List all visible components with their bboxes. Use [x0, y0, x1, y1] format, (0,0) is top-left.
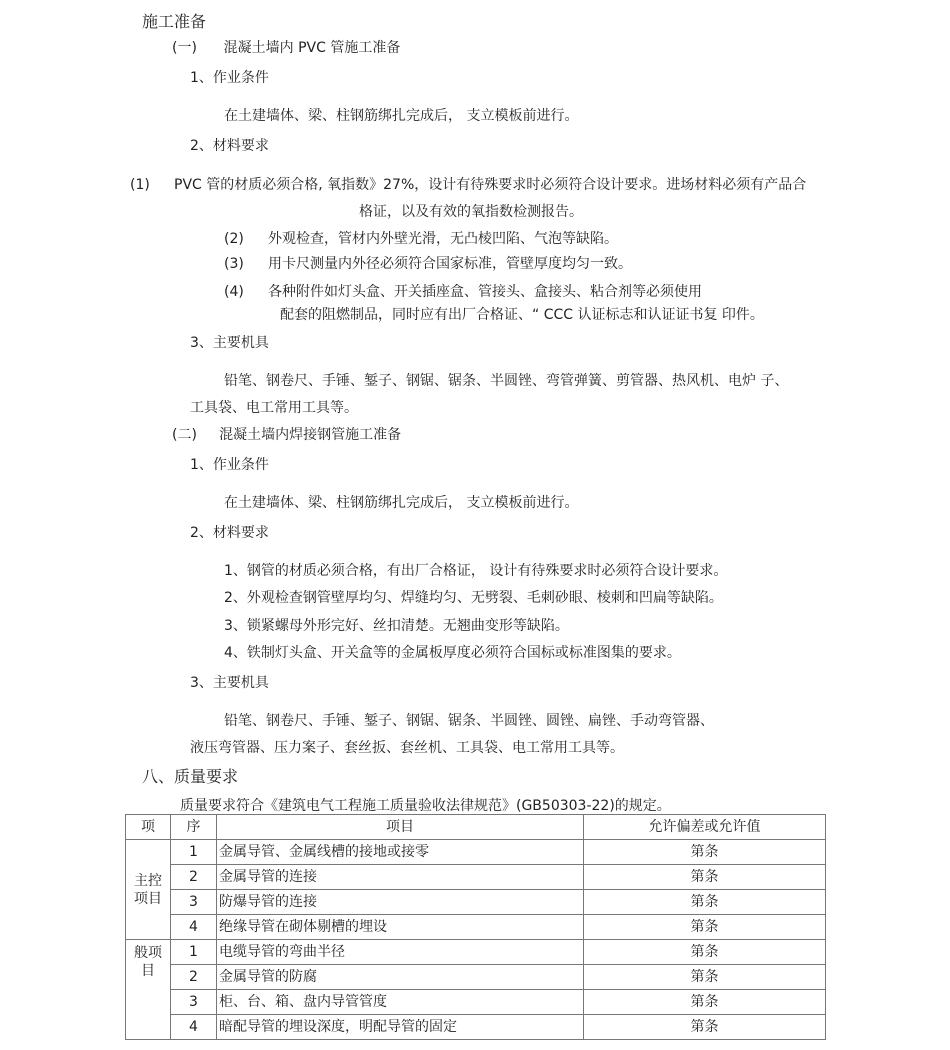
row-value: 第条: [584, 865, 826, 890]
row-item: 柜、台、箱、盘内导管管度: [217, 990, 584, 1015]
list-item-number: (4): [224, 284, 244, 300]
list-item-text: 各种附件如灯头盒、开关插座盒、管接头、盒接头、粘合剂等必须使用: [268, 284, 702, 300]
section-heading-quality: 八、质量要求: [142, 767, 239, 786]
table-row: [126, 940, 826, 965]
tools-text: 铅笔、钢卷尺、手锤、錾子、钢锯、锯条、半圆锉、弯管弹簧、剪管器、热风机、电炉 子、: [224, 373, 789, 389]
table-header-cell: 序: [171, 815, 217, 840]
list-item-text: 外观检查，管材内外壁光滑，无凸棱凹陷、气泡等缺陷。: [268, 231, 618, 247]
table-row: [126, 865, 826, 890]
row-value: 第条: [584, 990, 826, 1015]
table-row: [126, 990, 826, 1015]
row-number: 3: [171, 990, 217, 1015]
group-label-line: 主控: [134, 872, 162, 889]
material-requirements-heading: 2、材料要求: [190, 138, 269, 154]
row-item: 金属导管的防腐: [217, 965, 584, 990]
tools-text-continued: 工具袋、电工常用工具等。: [190, 400, 358, 416]
list-item-number: (1): [130, 177, 150, 193]
section-title: 施工准备: [142, 12, 207, 31]
table-row: [126, 840, 826, 865]
subsection-heading-pvc: (一) 混凝土墙内 PVC 管施工准备: [172, 40, 401, 56]
table-row: [126, 1015, 826, 1040]
list-item-text: 1、钢管的材质必须合格，有出厂合格证， 设计有待殊要求时必须符合设计要求。: [224, 563, 728, 579]
table-header-cell: 项目: [217, 815, 584, 840]
quality-table: [125, 814, 826, 1040]
list-item-text-continued: 格证，以及有效的氧指数检测报告。: [359, 204, 583, 220]
row-number: 4: [171, 1015, 217, 1040]
group-label-line: 般项: [134, 945, 162, 961]
row-value: 第条: [584, 840, 826, 865]
tools-text-continued: 液压弯管器、压力案子、套丝扳、套丝机、工具袋、电工常用工具等。: [190, 740, 624, 756]
list-item-number: (3): [224, 256, 244, 272]
table-row: [126, 965, 826, 990]
quality-intro-text: 质量要求符合《建筑电气工程施工质量验收法律规范》(GB50303-22)的规定。: [180, 798, 671, 814]
row-value: 第条: [584, 915, 826, 940]
table-row: [126, 890, 826, 915]
list-item-text-continued: 配套的阻燃制品，同时应有出厂合格证、“ CCC 认证标志和认证证书复 印件。: [280, 307, 764, 323]
work-conditions-heading: 1、作业条件: [190, 70, 269, 86]
group-label-main-control: [126, 840, 171, 940]
row-item: 金属导管的连接: [217, 865, 584, 890]
work-conditions-text: 在土建墙体、梁、柱钢筋绑扎完成后， 支立模板前进行。: [224, 495, 579, 511]
row-number: 1: [171, 940, 217, 965]
row-number: 3: [171, 890, 217, 915]
work-conditions-text: 在土建墙体、梁、柱钢筋绑扎完成后， 支立模板前进行。: [224, 108, 579, 124]
row-number: 2: [171, 865, 217, 890]
list-item-text: 3、锁紧螺母外形完好、丝扣清楚。无翘曲变形等缺陷。: [224, 618, 569, 634]
row-value: 第条: [584, 940, 826, 965]
row-value: 第条: [584, 1015, 826, 1040]
row-item: 绝缘导管在砌体剔槽的埋设: [217, 915, 584, 940]
group-label-line: 目: [141, 963, 155, 979]
main-tools-heading: 3、主要机具: [190, 675, 269, 691]
row-value: 第条: [584, 890, 826, 915]
row-item: 暗配导管的埋设深度，明配导管的固定: [217, 1015, 584, 1040]
row-number: 2: [171, 965, 217, 990]
group-label-general: [126, 940, 171, 1040]
row-item: 金属导管、金属线槽的接地或接零: [217, 840, 584, 865]
list-item-text: 2、外观检查钢管壁厚均匀、焊缝均匀、无劈裂、毛刺砂眼、棱刺和凹扁等缺陷。: [224, 590, 723, 606]
table-header-cell: 项: [126, 815, 171, 840]
material-requirements-heading: 2、材料要求: [190, 525, 269, 541]
table-header-row: [126, 815, 826, 840]
table-row: [126, 915, 826, 940]
group-label-line: 项目: [134, 890, 162, 907]
main-tools-heading: 3、主要机具: [190, 335, 269, 351]
list-item-text: 用卡尺测量内外径必须符合国家标准，管壁厚度均匀一致。: [268, 256, 632, 272]
row-number: 1: [171, 840, 217, 865]
row-number: 4: [171, 915, 217, 940]
table-header-cell: 允许偏差或允许值: [584, 815, 826, 840]
row-item: 电缆导管的弯曲半径: [217, 940, 584, 965]
row-item: 防爆导管的连接: [217, 890, 584, 915]
subsection-heading-steel: (二) 混凝土墙内焊接钢管施工准备: [172, 427, 402, 443]
list-item-number: (2): [224, 231, 244, 247]
tools-text: 铅笔、钢卷尺、手锤、錾子、钢锯、锯条、半圆锉、圆锉、扁锉、手动弯管器、: [224, 713, 714, 729]
work-conditions-heading: 1、作业条件: [190, 457, 269, 473]
list-item-text: PVC 管的材质必须合格, 氧指数》27%，设计有待殊要求时必须符合设计要求。进场材料必须有产品合: [174, 177, 807, 193]
row-value: 第条: [584, 965, 826, 990]
list-item-text: 4、铁制灯头盒、开关盒等的金属板厚度必须符合国标或标准图集的要求。: [224, 645, 681, 661]
